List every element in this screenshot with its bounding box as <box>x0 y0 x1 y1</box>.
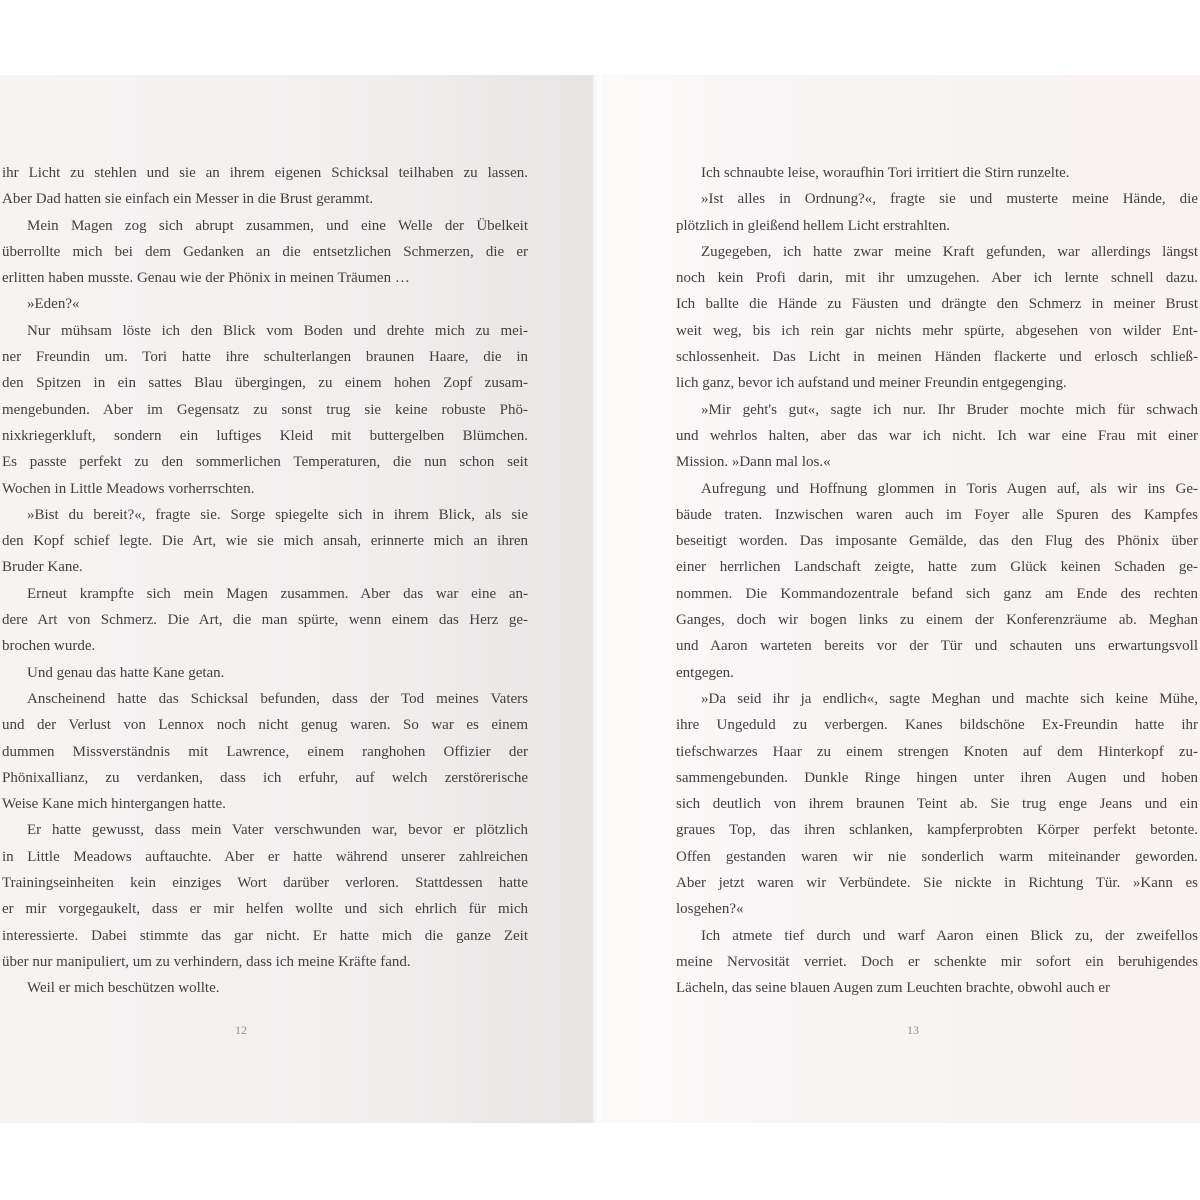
text-line: sich deutlich von ihrem braunen Teint ab. Sie trug enge Jeans und ein <box>676 796 1198 813</box>
text-line: den Kopf schief legte. Die Art, wie sie mich ansah, erinnerte mich an ihren <box>2 533 528 550</box>
text-line: Aufregung und Hoffnung glommen in Toris Augen auf, als wir ins Ge- <box>701 480 1198 497</box>
text-line: schlossenheit. Das Licht in meinen Händen flackerte und erlosch schließ- <box>676 349 1198 366</box>
text-line: Es passte perfekt zu den sommerlichen Temperaturen, die nun schon seit <box>2 454 528 471</box>
left-page-number: 12 <box>235 1023 247 1037</box>
text-line: dere Art von Schmerz. Die Art, die man spürte, wenn einem das Herz ge- <box>2 612 528 629</box>
text-line: Erneut krampfte sich mein Magen zusammen. Aber das war eine an- <box>27 585 528 602</box>
text-line: Weil er mich beschützen wollte. <box>27 980 220 997</box>
text-line: Aber Dad hatten sie einfach ein Messer in die Brust gerammt. <box>2 191 374 208</box>
text-line: Er hatte gewusst, dass mein Vater verschwunden war, bevor er plötzlich <box>27 822 528 839</box>
text-line: Trainingseinheiten kein einziges Wort darüber verloren. Stattdessen hatte <box>2 875 528 892</box>
text-line: nommen. Die Kommandozentrale befand sich ganz am Ende des rechten <box>676 585 1198 602</box>
left-page-text <box>2 160 528 1002</box>
text-line: sammengebunden. Dunkle Ringe hingen unter ihren Augen und hoben <box>676 769 1198 786</box>
text-line: erlitten haben musste. Genau wie der Phönix in meinen Träumen … <box>2 270 410 287</box>
text-line: bäude traten. Inzwischen waren auch im Foyer alle Spuren des Kampfes <box>676 506 1198 523</box>
text-line: plötzlich in gleißend hellem Licht erstrahlten. <box>676 217 951 234</box>
text-line: tiefschwarzes Haar zu einem strengen Knoten auf dem Hinterkopf zu- <box>676 743 1198 760</box>
text-line: Ich atmete tief durch und warf Aaron einen Blick zu, der zweifellos <box>701 927 1198 944</box>
text-line: den Spitzen in ein sattes Blau übergingen, zu einem hohen Zopf zusam- <box>2 375 528 392</box>
text-line: weit weg, bis ich rein gar nichts mehr spürte, abgesehen von wilder Ent- <box>676 322 1198 339</box>
text-line: Aber jetzt waren wir Verbündete. Sie nickte in Richtung Tür. »Kann es <box>676 875 1198 892</box>
text-line: ihr Licht zu stehlen und sie an ihrem eigenen Schicksal teilhaben zu lassen. <box>2 165 528 181</box>
text-line: ner Freundin um. Tori hatte ihre schulterlangen braunen Haare, die in <box>2 349 528 366</box>
left-page <box>0 75 593 1123</box>
text-line: Lächeln, das seine blauen Augen zum Leuchten brachte, obwohl auch er <box>676 980 1110 997</box>
text-line: brochen wurde. <box>2 638 96 655</box>
text-line: überrollte mich bei dem Gedanken an die entsetzlichen Schmerzen, die er <box>2 243 528 260</box>
text-line: meine Nervosität verriet. Doch er schenkte mir sofort ein beruhigendes <box>676 953 1198 970</box>
open-book <box>0 75 1200 1123</box>
text-line: interessierte. Dabei stimmte das gar nicht. Er hatte mich die ganze Zeit <box>2 927 528 944</box>
text-line: Ich schnaubte leise, woraufhin Tori irritiert die Stirn runzelte. <box>701 165 1070 181</box>
text-line: und wehrlos halten, aber das war ich nicht. Ich war eine Frau mit einer <box>676 427 1198 444</box>
text-line: dummen Missverständnis mit Lawrence, einem ranghohen Offizier der <box>2 743 528 760</box>
text-line: nixkriegerkluft, sondern ein luftiges Kleid mit buttergelben Blümchen. <box>2 427 528 444</box>
text-line: Wochen in Little Meadows vorherrschten. <box>2 480 255 497</box>
book-gutter <box>593 75 605 1123</box>
text-line: ihre Ungeduld zu verbergen. Kanes bildschöne Ex-Freundin hatte ihr <box>676 717 1198 734</box>
text-line: »Bist du bereit?«, fragte sie. Sorge spiegelte sich in ihrem Blick, als sie <box>27 506 528 523</box>
text-line: beseitigt worden. Das imposante Gemälde, das den Flug des Phönix über <box>676 533 1198 550</box>
text-line: Mission. »Dann mal los.« <box>676 454 831 471</box>
right-page <box>605 75 1200 1123</box>
text-line: entgegen. <box>676 664 734 681</box>
text-line: Phönixallianz, zu verdanken, dass ich erfuhr, auf welch zerstörerische <box>2 769 528 786</box>
text-line: über nur manipuliert, um zu verhindern, dass ich meine Kräfte fand. <box>2 953 411 970</box>
text-line: und der Verlust von Lennox noch nicht genug waren. So war es einem <box>2 717 528 734</box>
text-line: Offen gestanden waren wir nie sonderlich warm miteinander geworden. <box>676 848 1198 865</box>
text-line: Bruder Kane. <box>2 559 83 576</box>
text-line: Zugegeben, ich hatte zwar meine Kraft gefunden, war allerdings längst <box>701 243 1198 260</box>
text-line: »Ist alles in Ordnung?«, fragte sie und musterte meine Hände, die <box>701 191 1198 208</box>
text-line: graues Top, das ihren schlanken, kampferprobten Körper perfekt betonte. <box>676 822 1198 839</box>
right-page-number: 13 <box>907 1023 919 1037</box>
text-line: losgehen?« <box>676 901 744 918</box>
text-line: und Aaron warteten bereits vor der Tür und schauten uns erwartungsvoll <box>676 638 1198 655</box>
text-line: Anscheinend hatte das Schicksal befunden, dass der Tod meines Vaters <box>27 690 528 707</box>
text-line: Nur mühsam löste ich den Blick vom Boden und drehte mich zu mei- <box>27 322 528 339</box>
text-line: »Mir geht's gut«, sagte ich nur. Ihr Bruder mochte mich für schwach <box>701 401 1198 418</box>
text-line: Ganges, doch wir bogen links zu einem der Konferenzräume ab. Meghan <box>676 612 1198 629</box>
text-line: in Little Meadows auftauchte. Aber er hatte während unserer zahlreichen <box>2 848 528 865</box>
text-line: noch kein Profi darin, mit ihr umzugehen. Aber ich lernte schnell dazu. <box>676 270 1198 287</box>
right-page-text <box>676 160 1198 1002</box>
text-line: Und genau das hatte Kane getan. <box>27 664 225 681</box>
text-line: Mein Magen zog sich abrupt zusammen, und eine Welle der Übelkeit <box>27 217 528 234</box>
text-line: Weise Kane mich hintergangen hatte. <box>2 796 226 813</box>
text-line: Ich ballte die Hände zu Fäusten und drängte den Schmerz in meiner Brust <box>676 296 1198 313</box>
text-line: »Eden?« <box>27 296 80 313</box>
text-line: einer herrlichen Landschaft zeigte, hatte zum Glück keinen Schaden ge- <box>676 559 1198 576</box>
text-line: er mir vorgegaukelt, dass er mir helfen wollte und sich ehrlich für mich <box>2 901 528 918</box>
text-line: »Da seid ihr ja endlich«, sagte Meghan und machte sich keine Mühe, <box>701 690 1198 707</box>
text-line: lich ganz, bevor ich aufstand und meiner Freundin entgegenging. <box>676 375 1067 392</box>
text-line: mengebunden. Aber im Gegensatz zu sonst trug sie keine robuste Phö- <box>2 401 528 418</box>
